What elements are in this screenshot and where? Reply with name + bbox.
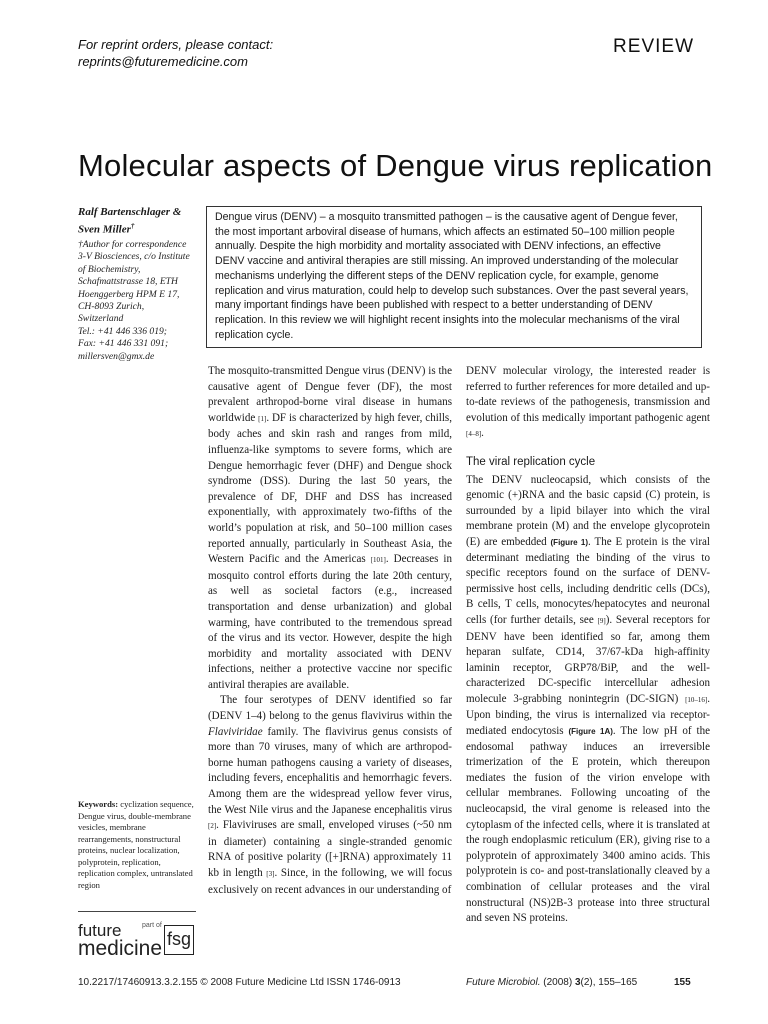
reprint-line: For reprint orders, please contact: — [78, 37, 274, 52]
affiliation-line: †Author for correspondence — [78, 239, 187, 250]
correspondence-mark: † — [130, 222, 135, 230]
body-text: The DENV nucleocapsid, which consists of the genomic (+)RNA and the basic capsid (C) protein, is surrounded by a lipid bilayer into which the viral membrane protein (M) and the envelope glycoprotein (E) are embedded — [466, 473, 710, 548]
author-line-2 — [78, 219, 196, 237]
body-text: The mosquito-transmitted Dengue virus (DENV) is the causative agent of Dengue fever (DF), the most prevalent arthropod-borne viral disease in humans worldwide — [208, 365, 452, 424]
body-paragraph — [208, 693, 452, 898]
issue-pages: (2), 155–165 — [580, 977, 638, 988]
article-title: Molecular aspects of Dengue virus replication — [78, 148, 713, 183]
logo-part-of: part of — [142, 922, 162, 929]
footer-doi: 10.2217/17460913.3.2.155 © 2008 Future Medicine Ltd ISSN 1746-0913 — [78, 977, 401, 988]
keywords-text: cyclization sequence, Dengue virus, double-membrane vesicles, membrane rearrangements, nonstructural proteins, nuclear localization, polyprotein, replication, replication complex, untranslated region — [78, 799, 194, 890]
journal-name: Future Microbiol. — [466, 977, 541, 988]
body-text: DENV molecular virology, the interested reader is referred to further references for more detailed and up-to-date reviews of the pathogenesis, transmission and evolution of this medically important pathogenic agent — [466, 365, 710, 424]
body-text: . — [481, 427, 484, 440]
fsg-badge: fsg — [164, 925, 194, 955]
reprint-email[interactable]: reprints@futuremedicine.com — [78, 54, 248, 69]
author-line-1: Ralf Bartenschlager & — [78, 206, 182, 218]
body-text: . Flaviviruses are small, enveloped viruses (~50 nm in diameter) containing a single-stranded genomic RNA of positive polarity ([+]RNA) approximately 11 kb in length — [208, 819, 452, 879]
citation-ref[interactable]: [10–16] — [685, 695, 708, 704]
author-name: Sven Miller — [78, 223, 131, 236]
figure-ref[interactable]: (Figure 1) — [550, 537, 589, 547]
citation-ref[interactable]: [4–8] — [466, 430, 482, 439]
affiliation-line: CH-8093 Zurich, — [78, 301, 145, 313]
page-number: 155 — [674, 977, 691, 988]
body-text: The four serotypes of DENV identified so far (DENV 1–4) belong to the genus flavivirus within the — [208, 694, 452, 723]
abstract-box: Dengue virus (DENV) – a mosquito transmitted pathogen – is the causative agent of Dengue fever, the most important arboviral disease of humans, which affects an estimated 50–100 million people annually. Despite the high morbidity and mortality associated with DENV infections, an effective DENV vaccine and antiviral therapies are still missing. An improved understanding of the molecular mechanisms underlying the different steps of the DENV replication cycle, for example, genome replication and virus maturation, could help to develop such substances. Over the past several years, many important findings have been published with respect to a better understanding of DENV replication. In this review we will highlight recent insights into the molecular mechanisms of the viral replication cycle. — [206, 206, 702, 348]
affiliation-phone: Tel.: +41 446 336 019; — [78, 325, 167, 337]
affiliation-line: Hoenggerberg HPM E 17, — [78, 288, 180, 300]
body-text: ). Several receptors for DENV have been identified so far, among them heparan sulfate, CD14, 37/67-kDa high-affinity laminin receptor, GRP78/BiP, and the well-characterized DC-specific intercellular adhesion molecule 3-grabbing nonintegrin (DC-SIGN) — [466, 613, 711, 705]
section-heading: The viral replication cycle — [466, 455, 596, 468]
body-paragraph — [466, 473, 710, 927]
section-label: REVIEW — [613, 36, 694, 57]
reprint-contact — [78, 36, 273, 70]
logo-word-future: future — [78, 921, 122, 940]
author-list — [78, 205, 196, 237]
logo-word-medicine: medicine — [78, 937, 163, 960]
footer-citation — [466, 977, 637, 988]
affiliation-line: Schafmattstrasse 18, ETH — [78, 276, 178, 288]
affiliation-fax: Fax: +41 446 331 091; — [78, 338, 169, 350]
keywords — [78, 799, 196, 891]
body-paragraph — [208, 364, 452, 693]
publisher-logo — [78, 922, 198, 966]
body-text: . The low pH of the endosomal pathway induces an irreversible trimerization of the E protein, which thereupon mediates the fusion of the virion envelope with cellular membranes. Following uncoating of the nucleocapsid, the viral genome is released into the cytoplasm of the infected cells, where it is translated at the rough endoplasmic reticulum (ER), giving rise to a polyprotein of approximately 3400 amino acids. This polyprotein is co- and post-translationally cleaved by a combination of cellular proteases and the viral nonstructural (NS)2B-3 protease into three structural and seven NS proteins. — [466, 725, 710, 925]
body-text: . The E protein is the viral determinant mediating the binding of the virus to specific receptors found on the surface of DENV-permissive host cells, including dendritic cells (DCs), B cells, T cells, monocytes/hepatocytes and neuronal cells (for further details, see — [466, 535, 710, 626]
body-text: . Decreases in mosquito control efforts during the late 20th century, as well as societal factors (e.g., increased transportation and dense urbanization) and global warming, have contributed to the tremendous spread of the virus and its vector. However, despite the high morbidity and mortality associated with DENV infections, neither a protective vaccine nor specific antiviral therapies are available. — [208, 553, 452, 691]
body-paragraph — [466, 364, 710, 443]
volume: 3 — [574, 977, 581, 988]
figure-ref[interactable]: (Figure 1A) — [568, 727, 613, 737]
body-text: family. The flavivirus genus consists of more than 70 viruses, many of which are arthropod-borne human pathogens causing a variety of diseases, including fevers, encephalitis and hemorrhagic fevers. Among them are the widespread yellow fever virus, the West Nile virus and the Japanese encephalitis virus — [208, 725, 452, 816]
body-text: . DF is characterized by high fever, chills, body aches and skin rash and ranges from mild, influenza-like symptoms to severe forms, which are Dengue hemorrhagic fever (DHF) and Dengue shock syndrome (DSS). During the last 50 years, the prevalence of DF, DHF and DSS has increased exponentially, with approximately two-fifths of the world’s population at risk, and 50–100 million cases reported annually, particularly in Southeast Asia, the Western Pacific and the Americas — [208, 411, 452, 566]
citation-ref[interactable]: [3] — [266, 870, 275, 878]
affiliation — [78, 239, 196, 363]
citation-year: (2008) — [540, 977, 575, 988]
citation-ref[interactable]: [1] — [258, 414, 267, 423]
citation-ref[interactable]: [9] — [597, 616, 606, 625]
body-column-left — [208, 364, 452, 898]
affiliation-line: 3-V Biosciences, c/o Institute — [78, 251, 190, 263]
body-text: . Since, in the following, we will focus exclusively on recent advances in our understanding of — [208, 867, 452, 896]
affiliation-line: Switzerland — [78, 313, 124, 325]
citation-ref[interactable]: [101] — [370, 556, 386, 565]
keywords-label: Keywords: — [78, 799, 119, 809]
keywords-divider — [78, 911, 196, 912]
body-text: . Upon binding, the virus is internalized via receptor-mediated endocytosis — [466, 692, 710, 738]
citation-ref[interactable]: [2] — [208, 822, 217, 831]
affiliation-line: of Biochemistry, — [78, 263, 141, 275]
affiliation-email[interactable]: millersven@gmx.de — [78, 350, 155, 362]
body-column-right — [466, 364, 710, 927]
family-name: Flaviviridae — [208, 725, 263, 738]
